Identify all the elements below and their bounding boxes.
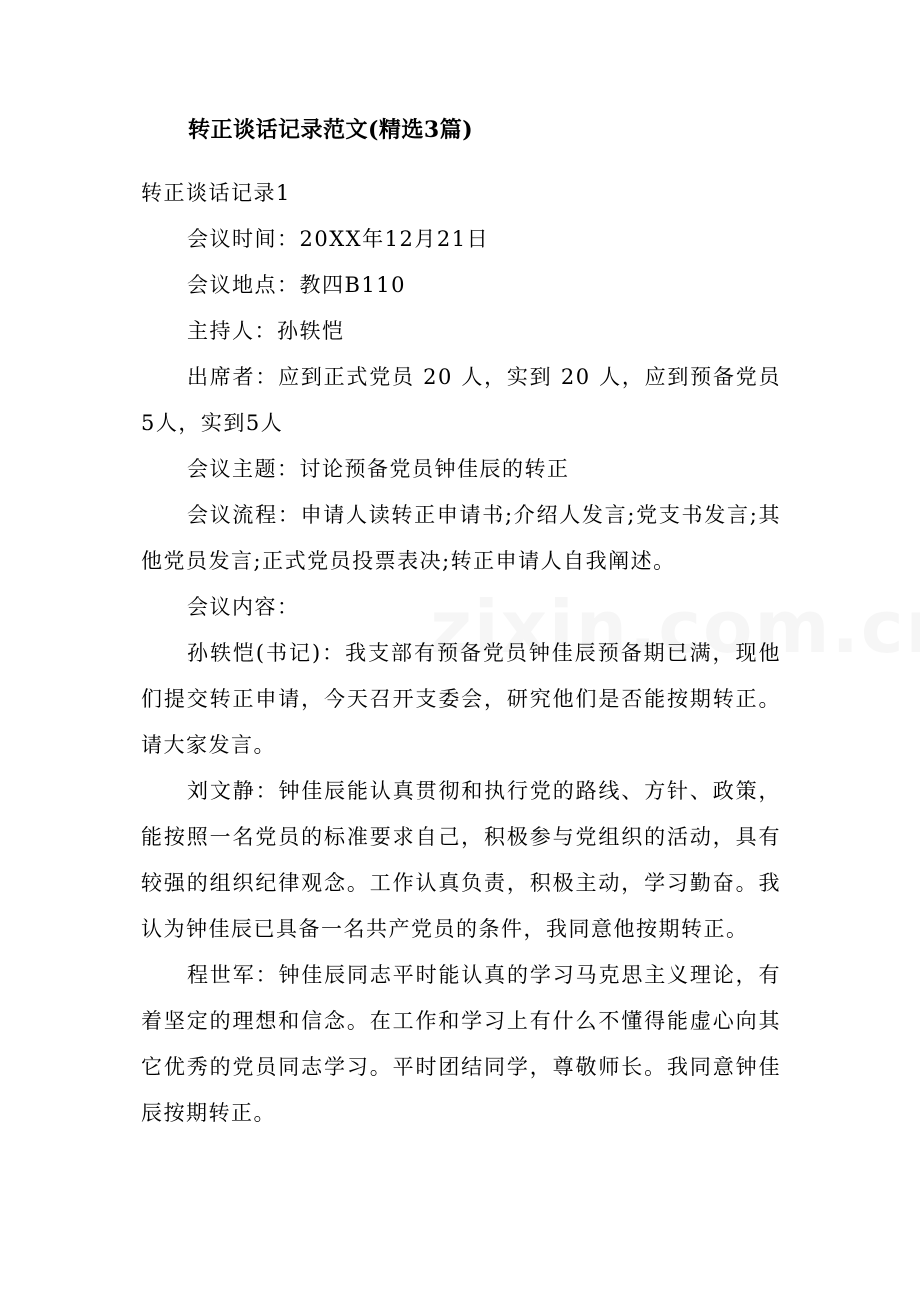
- speech-paragraph: 孙轶恺(书记)：我支部有预备党员钟佳辰预备期已满，现他们提交转正申请，今天召开支委会，研究他们是否能按期转正。请大家发言。: [141, 641, 781, 757]
- meeting-host: 主持人：孙轶恺: [187, 319, 345, 343]
- meeting-content-heading: 会议内容：: [187, 595, 300, 619]
- meeting-attendees: 出席者：应到正式党员 20 人，实到 20 人，应到预备党员5人，实到5人: [141, 365, 781, 435]
- meeting-topic: 会议主题：讨论预备党员钟佳辰的转正: [187, 457, 570, 481]
- section-heading: 转正谈话记录1: [141, 181, 291, 205]
- meeting-time: 会议时间：20XX年12月21日: [187, 227, 490, 251]
- document-body: [141, 170, 781, 1136]
- speech-paragraph: 程世军：钟佳辰同志平时能认真的学习马克思主义理论，有着坚定的理想和信念。在工作和学习上有什么不懂得能虚心向其它优秀的党员同志学习。平时团结同学，尊敬师长。我同意钟佳辰按期转正。: [141, 963, 781, 1125]
- document-title: 转正谈话记录范文(精选3篇): [188, 117, 474, 143]
- meeting-process: 会议流程：申请人读转正申请书;介绍人发言;党支书发言;其他党员发言;正式党员投票表决;转正申请人自我阐述。: [141, 503, 781, 573]
- meeting-location: 会议地点：教四B110: [187, 273, 407, 297]
- speech-paragraph: 刘文静：钟佳辰能认真贯彻和执行党的路线、方针、政策，能按照一名党员的标准要求自己，积极参与党组织的活动，具有较强的组织纪律观念。工作认真负责，积极主动，学习勤奋。我认为钟佳辰已具备一名共产党员的条件，我同意他按期转正。: [141, 779, 781, 941]
